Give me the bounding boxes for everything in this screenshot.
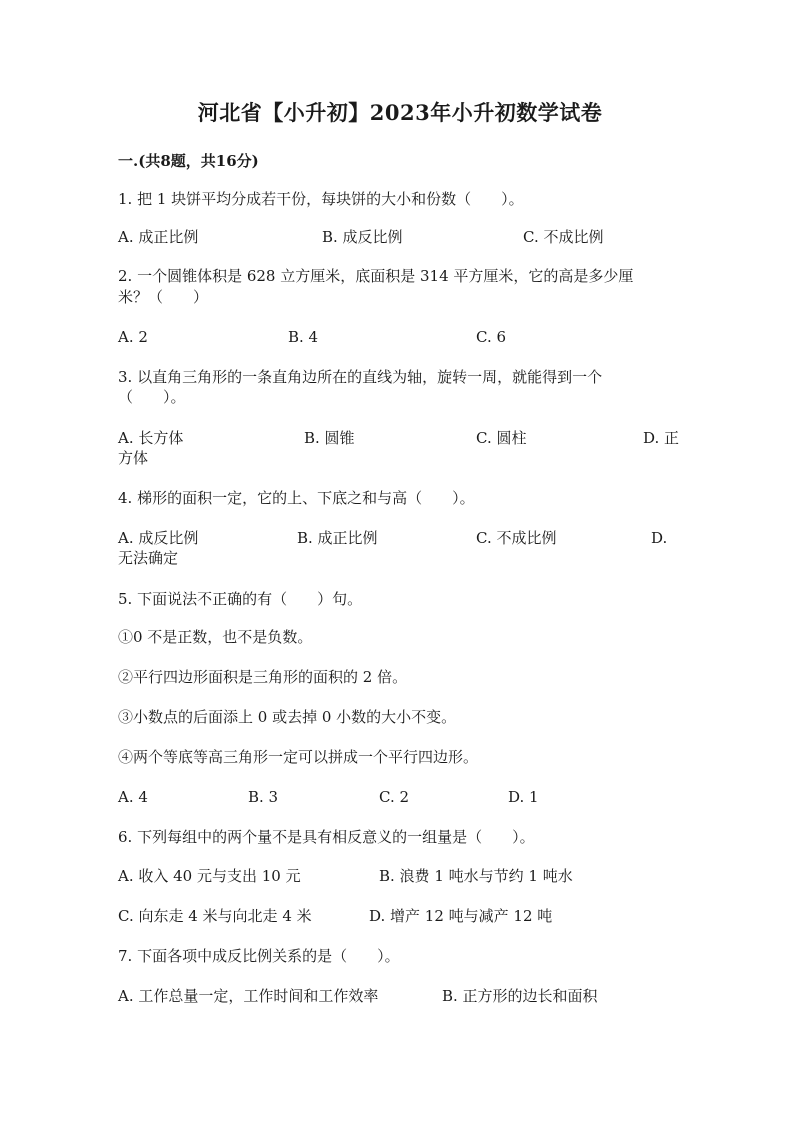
question-2-line-2: 米？（ ） <box>118 288 209 306</box>
q5-option-b: B. 3 <box>248 788 279 806</box>
q3-option-d: D. 正 <box>643 429 680 447</box>
q1-option-c: C. 不成比例 <box>523 228 604 246</box>
q2-option-c: C. 6 <box>476 328 507 346</box>
q3-option-c: C. 圆柱 <box>476 429 527 447</box>
question-5: 5. 下面说法不正确的有（ ）句。 <box>118 590 363 608</box>
q1-option-a: A. 成正比例 <box>118 228 199 246</box>
q3-option-d-wrap: 方体 <box>118 449 149 467</box>
q4-option-d: D. <box>651 529 668 547</box>
q1-option-b: B. 成反比例 <box>322 228 403 246</box>
q5-option-a: A. 4 <box>118 788 148 806</box>
q7-option-a: A. 工作总量一定，工作时间和工作效率 <box>118 987 379 1005</box>
q4-option-d-wrap: 无法确定 <box>118 549 179 567</box>
q5-option-c: C. 2 <box>379 788 410 806</box>
q3-option-a: A. 长方体 <box>118 429 184 447</box>
q5-option-d: D. 1 <box>508 788 539 806</box>
q4-option-b: B. 成正比例 <box>297 529 378 547</box>
question-2-line-1: 2. 一个圆锥体积是 628 立方厘米，底面积是 314 平方厘米，它的高是多少厘 <box>118 267 634 285</box>
question-1: 1. 把 1 块饼平均分成若干份，每块饼的大小和份数（ ）。 <box>118 190 524 208</box>
question-4: 4. 梯形的面积一定，它的上、下底之和与高（ ）。 <box>118 489 475 507</box>
q5-statement-3: ③小数点的后面添上 0 或去掉 0 小数的大小不变。 <box>118 708 457 726</box>
question-7: 7. 下面各项中成反比例关系的是（ ）。 <box>118 947 400 965</box>
question-3-line-1: 3. 以直角三角形的一条直角边所在的直线为轴，旋转一周，就能得到一个 <box>118 368 603 386</box>
section-heading: 一.(共8题，共16分) <box>118 152 259 170</box>
q6-option-d: D. 增产 12 吨与减产 12 吨 <box>369 907 553 925</box>
q6-option-a: A. 收入 40 元与支出 10 元 <box>118 867 301 885</box>
q5-statement-4: ④两个等底等高三角形一定可以拼成一个平行四边形。 <box>118 748 479 766</box>
q5-statement-2: ②平行四边形面积是三角形的面积的 2 倍。 <box>118 668 408 686</box>
q4-option-c: C. 不成比例 <box>476 529 557 547</box>
question-3-line-2: （ ）。 <box>118 388 186 406</box>
q6-option-c: C. 向东走 4 米与向北走 4 米 <box>118 907 312 925</box>
q6-option-b: B. 浪费 1 吨水与节约 1 吨水 <box>379 867 573 885</box>
q3-option-b: B. 圆锥 <box>304 429 355 447</box>
page-title: 河北省【小升初】2023年小升初数学试卷 <box>197 100 603 125</box>
q5-statement-1: ①0 不是正数，也不是负数。 <box>118 628 313 646</box>
q4-option-a: A. 成反比例 <box>118 529 199 547</box>
q7-option-b: B. 正方形的边长和面积 <box>442 987 598 1005</box>
question-6: 6. 下列每组中的两个量不是具有相反意义的一组量是（ ）。 <box>118 828 535 846</box>
q2-option-b: B. 4 <box>288 328 319 346</box>
q2-option-a: A. 2 <box>118 328 148 346</box>
